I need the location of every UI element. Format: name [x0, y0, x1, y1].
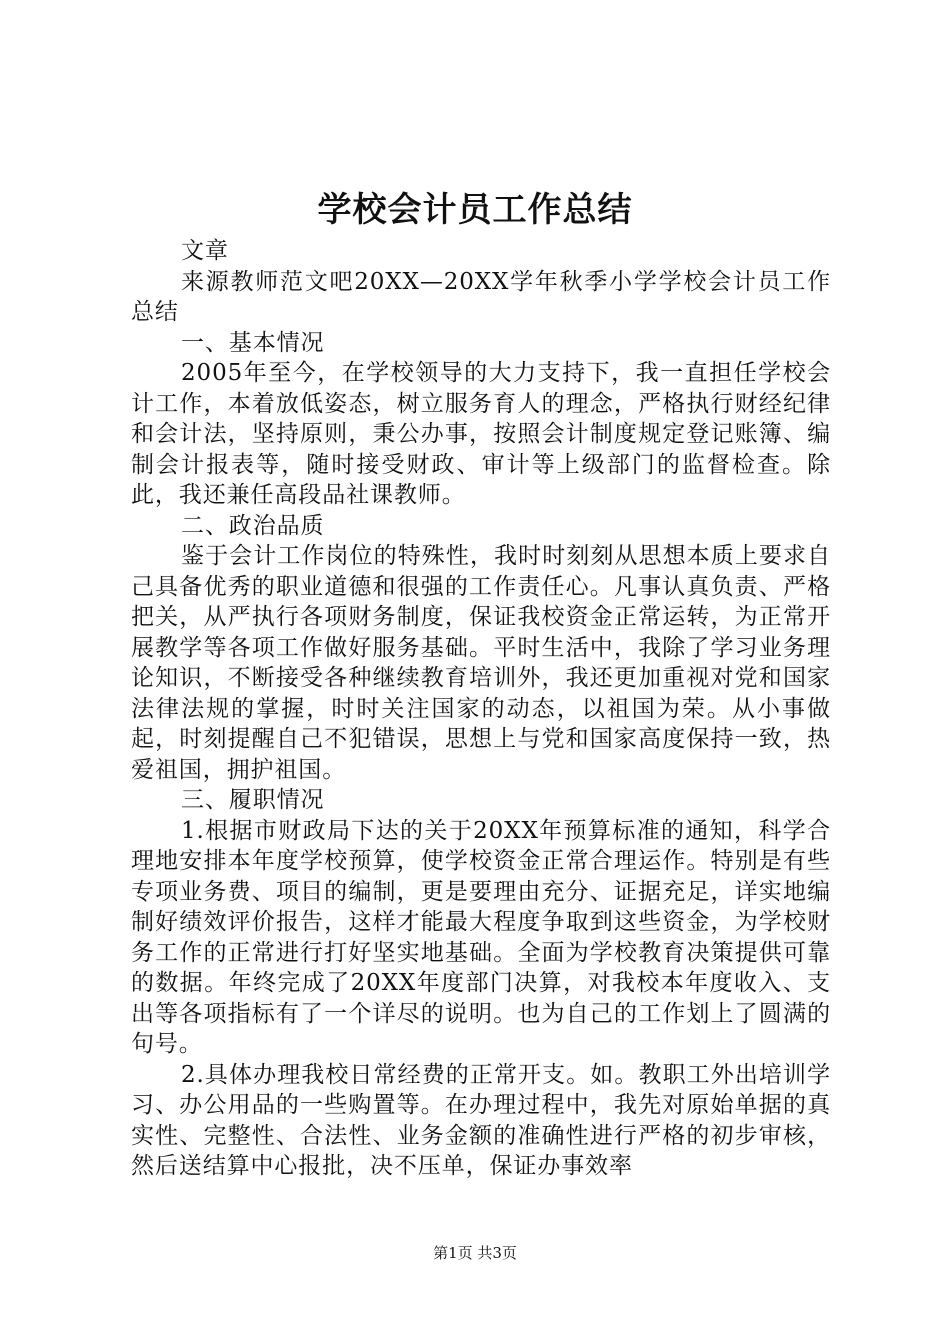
paragraph-duties-1: 1.根据市财政局下达的关于20XX年预算标准的通知，科学合理地安排本年度学校预算，使学校资金正常合理运作。特别是有些专项业务费、项目的编制，更是要理由充分、证据充足，详实地编制好绩效评价报告，这样才能最大程度争取到这些资金，为学校财务工作的正常进行打好坚实地基础。全面为学校教育决策提供可靠的数据。年终完成了20XX年度部门决算，对我校本年度收入、支出等各项指标有了一个详尽的说明。也为自己的工作划上了圆满的句号。: [131, 817, 831, 1057]
section-heading-basic: 一、基本情况: [181, 329, 325, 356]
page-footer: 第1页 共3页: [433, 1244, 517, 1262]
section-heading-duties: 三、履职情况: [181, 787, 325, 813]
section-heading-political: 二、政治品质: [181, 512, 325, 539]
paragraph-political: 鉴于会计工作岗位的特殊性，我时时刻刻从思想本质上要求自己具备优秀的职业道德和很强的工作责任心。凡事认真负责、严格把关，从严执行各项财务制度，保证我校资金正常运转，为正常开展教学等各项工作做好服务基础。平时生活中，我除了学习业务理论知识，不断接受各种继续教育培训外，我还更加重视对党和国家法律法规的掌握，时时关注国家的动态，以祖国为荣。从小事做起，时刻提醒自己不犯错误，思想上与党和国家高度保持一致，热爱祖国，拥护祖国。: [131, 543, 831, 783]
page-title: 学校会计员工作总结: [317, 190, 633, 230]
paragraph-source: 来源教师范文吧20XX—20XX学年秋季小学学校会计员工作总结: [131, 268, 831, 325]
paragraph-duties-2: 2.具体办理我校日常经费的正常开支。如。教职工外出培训学习、办公用品的一些购置等。在办理过程中，我先对原始单据的真实性、完整性、合法性、业务金额的准确性进行严格的初步审核，然后送结算中心报批，决不压单，保证办事效率: [131, 1061, 831, 1179]
document-body: [131, 236, 831, 1182]
paragraph-basic: 2005年至今，在学校领导的大力支持下，我一直担任学校会计工作，本着放低姿态，树立服务育人的理念，严格执行财经纪律和会计法，坚持原则，秉公办事，按照会计制度规定登记账簿、编制会计报表等，随时接受财政、审计等上级部门的监督检查。除此，我还兼任高段品社课教师。: [131, 360, 831, 508]
paragraph-article: 文章: [181, 238, 229, 264]
